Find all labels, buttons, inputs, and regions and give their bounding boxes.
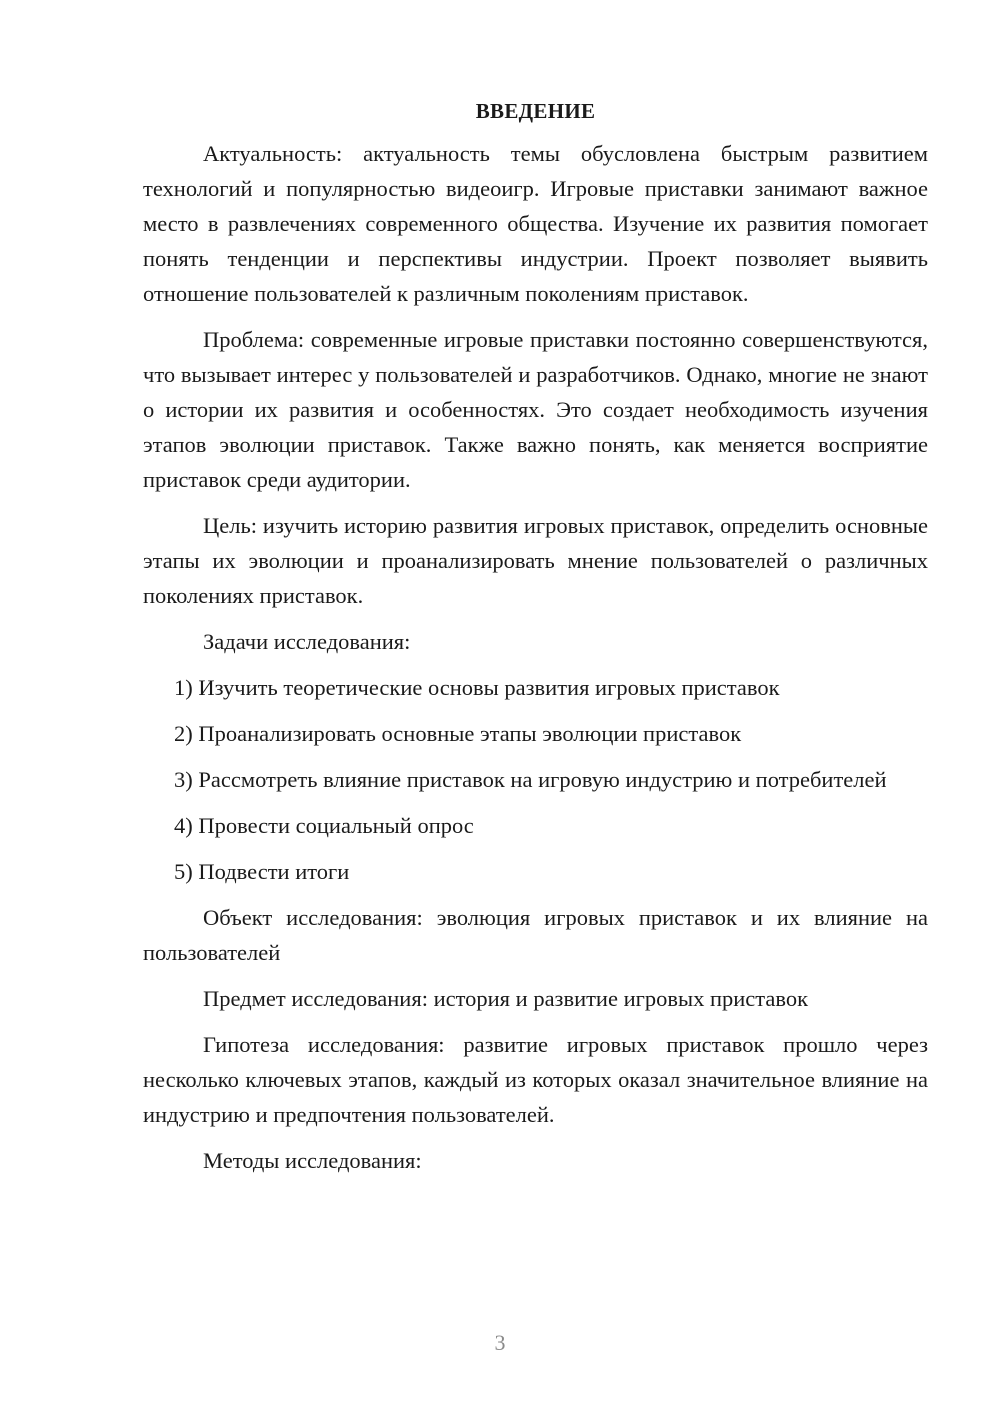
- section-title: ВВЕДЕНИЕ: [475, 99, 596, 123]
- object-paragraph: Объект исследования: эволюция игровых приставок и их влияние на пользователей: [143, 905, 928, 965]
- task-item-1: 1) Изучить теоретические основы развития игровых приставок: [174, 675, 780, 700]
- problem-paragraph: Проблема: современные игровые приставки постоянно совершенствуются, что вызывает интерес у пользователей и разработчиков. Однако, многие не знают о истории их развития и особенностях. Это создает необходимость изучения этапов эволюции приставок. Также важно понять, как меняется восприятие приставок среди аудитории.: [143, 327, 928, 492]
- page-number: 3: [494, 1330, 506, 1355]
- task-item-2: 2) Проанализировать основные этапы эволюции приставок: [174, 721, 742, 746]
- relevance-paragraph: Актуальность: актуальность темы обусловлена быстрым развитием технологий и популярностью видеоигр. Игровые приставки занимают важное место в развлечениях современного общества. Изучение их развития помогает понять тенденции и перспективы индустрии. Проект позволяет выявить отношение пользователей к различным поколениям приставок.: [143, 141, 928, 306]
- task-item-4: 4) Провести социальный опрос: [174, 813, 474, 838]
- document-page: [143, 96, 928, 1189]
- hypothesis-paragraph: Гипотеза исследования: развитие игровых приставок прошло через несколько ключевых этапов, каждый из которых оказал значительное влияние на индустрию и предпочтения пользователей.: [143, 1032, 928, 1127]
- subject-paragraph: Предмет исследования: история и развитие игровых приставок: [203, 986, 809, 1011]
- tasks-heading: Задачи исследования:: [203, 629, 411, 654]
- task-item-3: 3) Рассмотреть влияние приставок на игровую индустрию и потребителей: [174, 767, 887, 792]
- goal-paragraph: Цель: изучить историю развития игровых приставок, определить основные этапы их эволюции и проанализировать мнение пользователей о различных поколениях приставок.: [143, 513, 928, 608]
- methods-heading: Методы исследования:: [203, 1148, 422, 1173]
- task-item-5: 5) Подвести итоги: [174, 859, 350, 884]
